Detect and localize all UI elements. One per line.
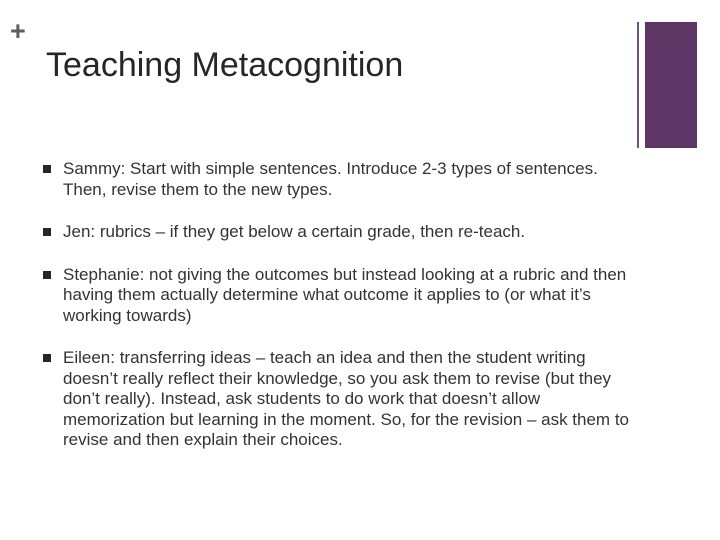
accent-divider-line: [637, 22, 639, 148]
square-bullet-icon: [43, 354, 51, 362]
bullet-item-stephanie: [40, 265, 640, 327]
bullet-text: Sammy: Start with simple sentences. Introduce 2-3 types of sentences. Then, revise them to the new types.: [63, 159, 598, 199]
square-bullet-icon: [43, 228, 51, 236]
bullet-item-eileen: [40, 348, 640, 451]
bullet-text: Stephanie: not giving the outcomes but instead looking at a rubric and then having them actually determine what outcome it applies to (or what it’s working towards): [63, 264, 627, 325]
square-bullet-icon: [43, 165, 51, 173]
bullet-item-sammy: [40, 159, 640, 200]
slide-title: Teaching Metacognition: [46, 46, 404, 84]
bullet-text: Jen: rubrics – if they get below a certain grade, then re-teach.: [63, 222, 526, 241]
accent-color-block: [645, 22, 697, 148]
bullet-list: [40, 159, 640, 473]
bullet-item-jen: [40, 222, 640, 243]
square-bullet-icon: [43, 271, 51, 279]
plus-icon: +: [10, 16, 26, 46]
bullet-text: Eileen: transferring ideas – teach an idea and then the student writing doesn’t really reflect their knowledge, so you ask them to revise (but they don’t really). Instead, ask students to do work that doesn’t allow memorization but learning in the moment. So, for the revision – ask them to revise and then explain their choices.: [63, 348, 629, 449]
